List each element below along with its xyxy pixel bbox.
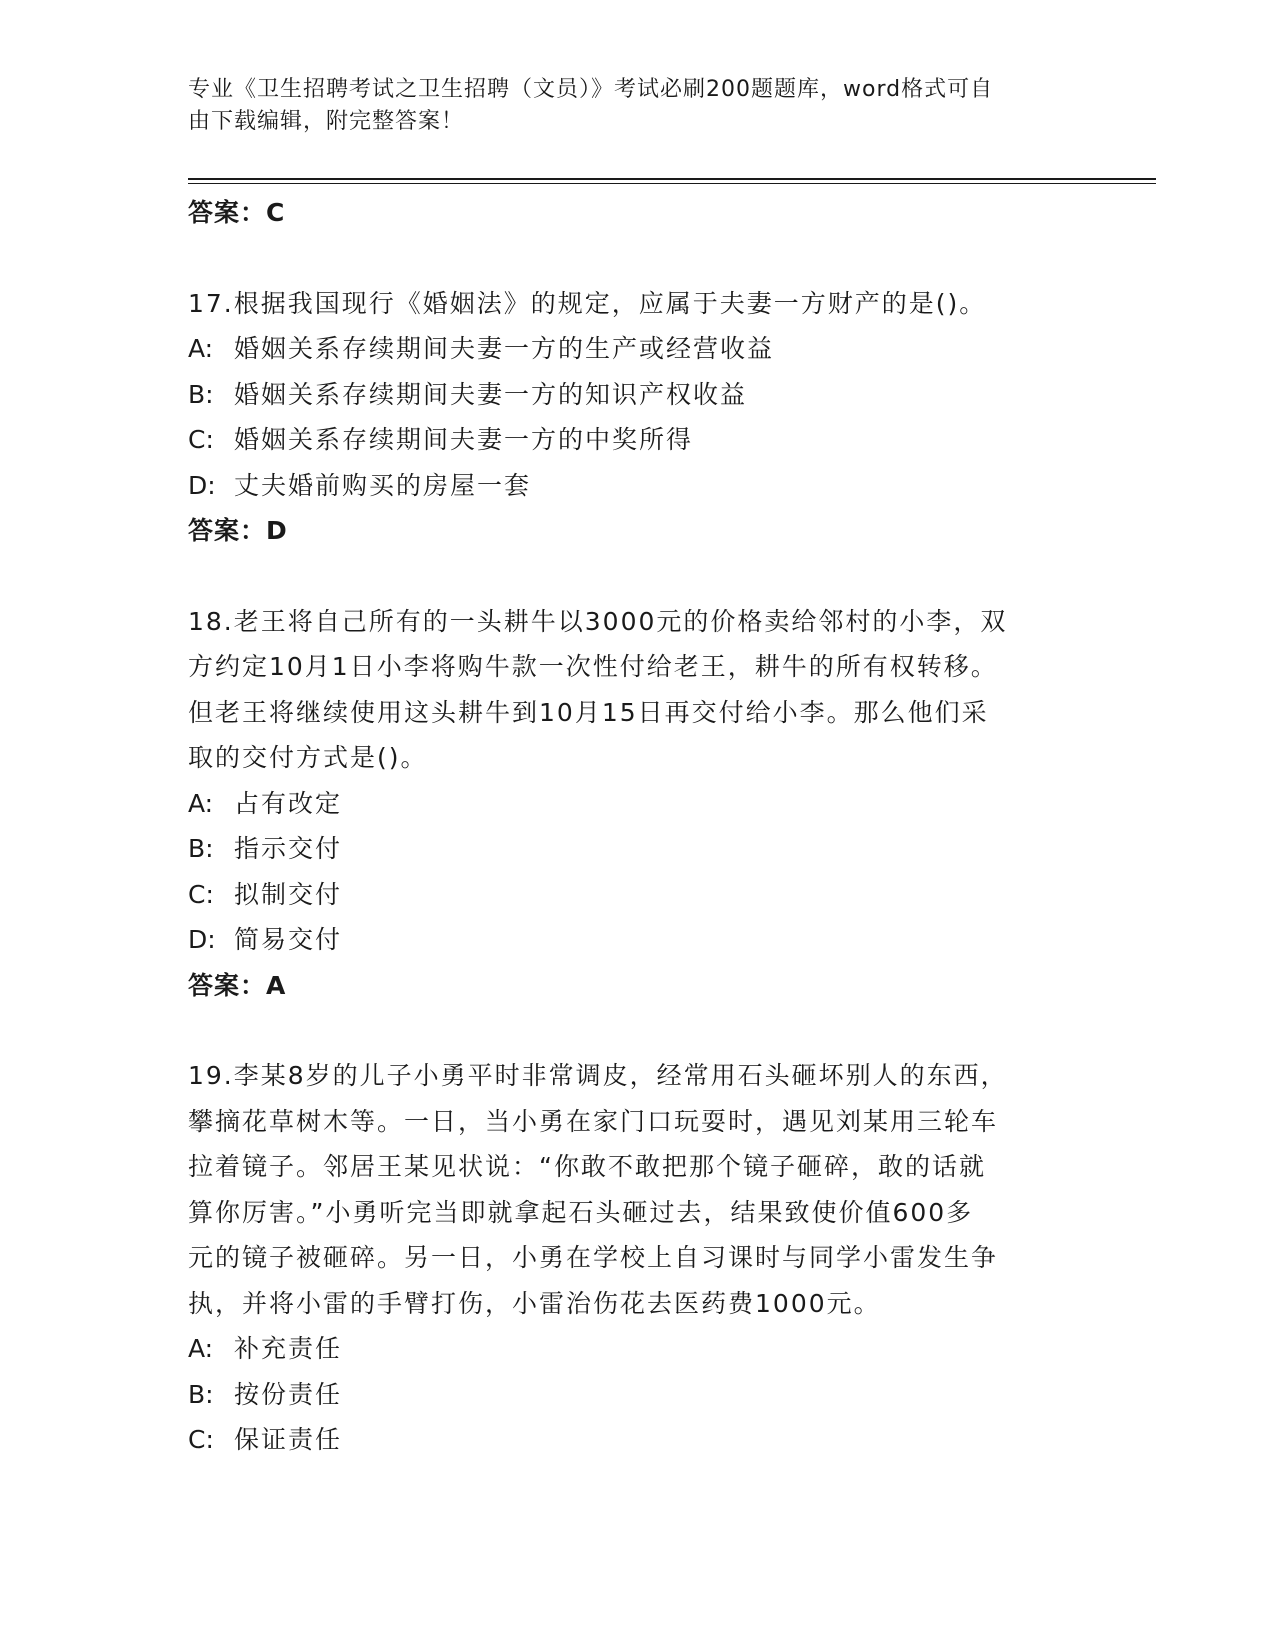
option-text: 指示交付 xyxy=(234,834,343,863)
option-key: C: xyxy=(188,879,214,909)
option-text: 丈夫婚前购买的房屋一套 xyxy=(234,470,532,500)
option-key: B: xyxy=(188,379,214,409)
option-key: A: xyxy=(188,1334,214,1363)
question-text-line: 拉着镜子。邻居王某见状说：“你敢不敢把那个镜子砸碎，敢的话就 xyxy=(188,1152,986,1181)
option-text: 占有改定 xyxy=(234,788,343,818)
option-a xyxy=(188,326,1068,372)
option-key: C: xyxy=(188,425,214,454)
header-rule-thin xyxy=(188,183,1156,184)
spacer xyxy=(188,236,1068,281)
option-text: 婚姻关系存续期间夫妻一方的知识产权收益 xyxy=(234,379,748,409)
option-text: 简易交付 xyxy=(234,925,343,954)
option-b xyxy=(188,826,1068,872)
option-c xyxy=(188,1417,1068,1463)
question-text-line: 17.根据我国现行《婚姻法》的规定，应属于夫妻一方财产的是()。 xyxy=(188,288,987,318)
option-text: 拟制交付 xyxy=(234,879,343,909)
option-b xyxy=(188,1372,1068,1418)
question-text-line: 算你厉害。”小勇听完当即就拿起石头砸过去，结果致使价值600多 xyxy=(188,1197,974,1227)
header-rule-thick xyxy=(188,178,1156,180)
option-d xyxy=(188,917,1068,963)
question-text-line: 取的交付方式是()。 xyxy=(188,743,428,772)
option-key: C: xyxy=(188,1425,214,1454)
option-d xyxy=(188,463,1068,509)
question-18 xyxy=(188,599,1068,1009)
option-a xyxy=(188,1326,1068,1372)
question-text-line: 攀摘花草树木等。一日，当小勇在家门口玩耍时，遇见刘某用三轮车 xyxy=(188,1106,999,1136)
option-key: A: xyxy=(188,788,214,818)
answer-17: 答案：D xyxy=(188,516,288,545)
option-a xyxy=(188,781,1068,827)
option-key: B: xyxy=(188,834,214,863)
question-text-line: 元的镜子被砸碎。另一日，小勇在学校上自习课时与同学小雷发生争 xyxy=(188,1243,999,1272)
spacer xyxy=(188,554,1068,599)
document-body xyxy=(188,190,1068,1463)
option-b xyxy=(188,372,1068,418)
option-c xyxy=(188,872,1068,918)
question-text-line: 但老王将继续使用这头耕牛到10月15日再交付给小李。那么他们采 xyxy=(188,697,989,727)
header-line-2: 由下载编辑，附完整答案！ xyxy=(188,109,465,134)
option-text: 补充责任 xyxy=(234,1334,343,1363)
answer-16: 答案：C xyxy=(188,198,286,227)
option-key: D: xyxy=(188,470,216,500)
option-c xyxy=(188,417,1068,463)
option-key: B: xyxy=(188,1379,214,1409)
question-19 xyxy=(188,1053,1068,1463)
answer-18: 答案：A xyxy=(188,970,287,1000)
document-header xyxy=(188,74,1068,138)
option-text: 按份责任 xyxy=(234,1379,343,1409)
option-text: 婚姻关系存续期间夫妻一方的中奖所得 xyxy=(234,425,694,454)
question-text-line: 18.老王将自己所有的一头耕牛以3000元的价格卖给邻村的小李，双 xyxy=(188,606,1008,636)
header-line-1: 专业《卫生招聘考试之卫生招聘（文员）》考试必刷200题题库，word格式可自 xyxy=(188,77,994,102)
question-text-line: 19.李某8岁的儿子小勇平时非常调皮，经常用石头砸坏别人的东西， xyxy=(188,1061,1008,1090)
question-text-line: 方约定10月1日小李将购牛款一次性付给老王，耕牛的所有权转移。 xyxy=(188,652,998,681)
option-key: A: xyxy=(188,334,214,363)
option-key: D: xyxy=(188,925,216,954)
option-text: 保证责任 xyxy=(234,1425,343,1454)
question-text-line: 执，并将小雷的手臂打伤，小雷治伤花去医药费1000元。 xyxy=(188,1288,881,1318)
option-text: 婚姻关系存续期间夫妻一方的生产或经营收益 xyxy=(234,334,775,363)
question-17 xyxy=(188,281,1068,554)
spacer xyxy=(188,1008,1068,1053)
